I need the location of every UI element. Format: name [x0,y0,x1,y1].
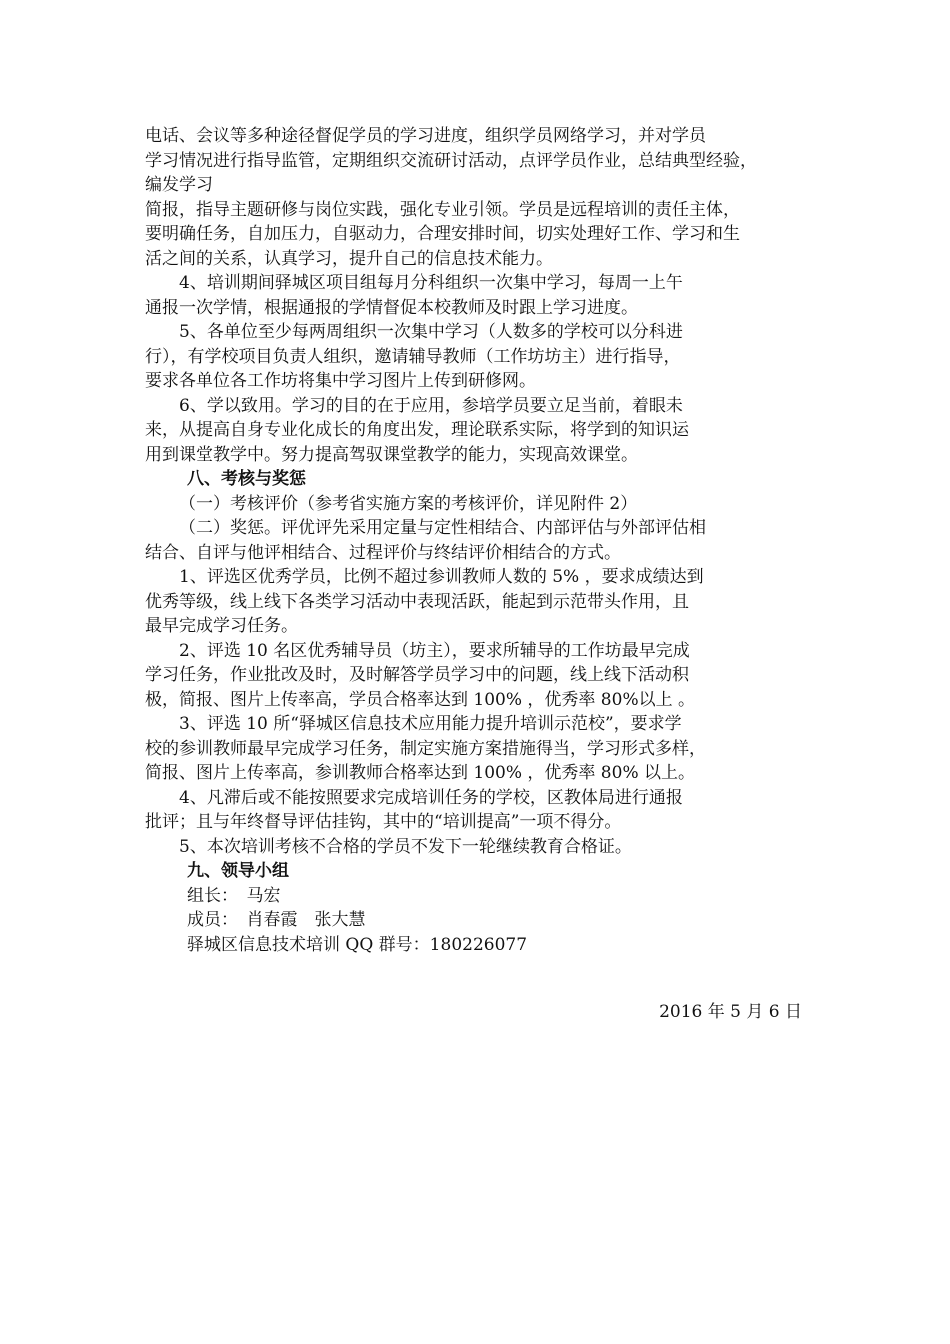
document-date: 2016 年 5 月 6 日 [659,1002,802,1022]
text-line: 1、评选区优秀学员，比例不超过参训教师人数的 5% ，要求成绩达到 [179,567,704,587]
text-line: 行），有学校项目负责人组织，邀请辅导教师（工作坊坊主）进行指导， [145,346,681,367]
text-line: 简报、图片上传率高，参训教师合格率达到 100% ，优秀率 80% 以上。 [145,763,696,783]
text-line: 成员： 肖春霞 张大慧 [187,910,366,930]
text-line: 批评；且与年终督导评估挂钩，其中的“培训提高”一项不得分。 [145,812,622,832]
text-line: 学习任务，作业批改及时，及时解答学员学习中的问题，线上线下活动积 [145,665,689,685]
document-body [145,124,810,957]
text-line: 通报一次学情，根据通报的学情督促本校教师及时跟上学习进度。 [145,297,638,318]
text-line: 最早完成学习任务。 [145,616,298,636]
text-line: 校的参训教师最早完成学习任务，制定实施方案措施得当，学习形式多样， [145,738,706,759]
text-line: 要明确任务，自加压力，自驱动力，合理安排时间，切实处理好工作、学习和生 [145,224,740,244]
text-line: （二）奖惩。评优评先采用定量与定性相结合、内部评估与外部评估相 [179,518,706,538]
text-line: 极，简报、图片上传率高，学员合格率达到 100% ，优秀率 80%以上 。 [145,689,696,710]
text-line: 结合、自评与他评相结合、过程评价与终结评价相结合的方式。 [145,542,621,563]
text-line: 组长： 马宏 [187,885,281,906]
text-line: 5、本次培训考核不合格的学员不发下一轮继续教育合格证。 [179,836,632,857]
text-line: （一）考核评价（参考省实施方案的考核评价，详见附件 2） [179,493,638,514]
text-line: 6、学以致用。学习的目的在于应用，参培学员要立足当前，着眼未 [179,395,683,416]
text-line: 学习情况进行指导监管，定期组织交流研讨活动，点评学员作业，总结典型经验， [145,150,757,171]
section-heading: 八、考核与奖惩 [187,469,306,489]
text-line: 5、各单位至少每两周组织一次集中学习（人数多的学校可以分科进 [179,322,683,342]
text-line: 3、评选 10 所“驿城区信息技术应用能力提升培训示范校”，要求学 [179,714,682,734]
section-heading: 九、领导小组 [187,861,289,881]
text-line: 简报，指导主题研修与岗位实践，强化专业引领。学员是远程培训的责任主体， [145,199,740,220]
text-line: 驿城区信息技术培训 QQ 群号：180226077 [187,934,528,955]
text-line: 编发学习 [145,175,213,195]
text-line: 用到课堂教学中。努力提高驾驭课堂教学的能力，实现高效课堂。 [145,444,638,465]
text-line: 2、评选 10 名区优秀辅导员（坊主），要求所辅导的工作坊最早完成 [179,640,690,661]
text-line: 4、培训期间驿城区项目组每月分科组织一次集中学习，每周一上午 [179,273,683,293]
text-line: 电话、会议等多种途径督促学员的学习进度，组织学员网络学习，并对学员 [145,126,706,146]
text-line: 优秀等级，线上线下各类学习活动中表现活跃，能起到示范带头作用，且 [145,591,689,612]
text-line: 要求各单位各工作坊将集中学习图片上传到研修网。 [145,371,536,391]
text-line: 4、凡滞后或不能按照要求完成培训任务的学校，区教体局进行通报 [179,787,683,808]
text-line: 活之间的关系，认真学习，提升自己的信息技术能力。 [145,248,553,269]
text-line: 来，从提高自身专业化成长的角度出发，理论联系实际，将学到的知识运 [145,420,689,440]
